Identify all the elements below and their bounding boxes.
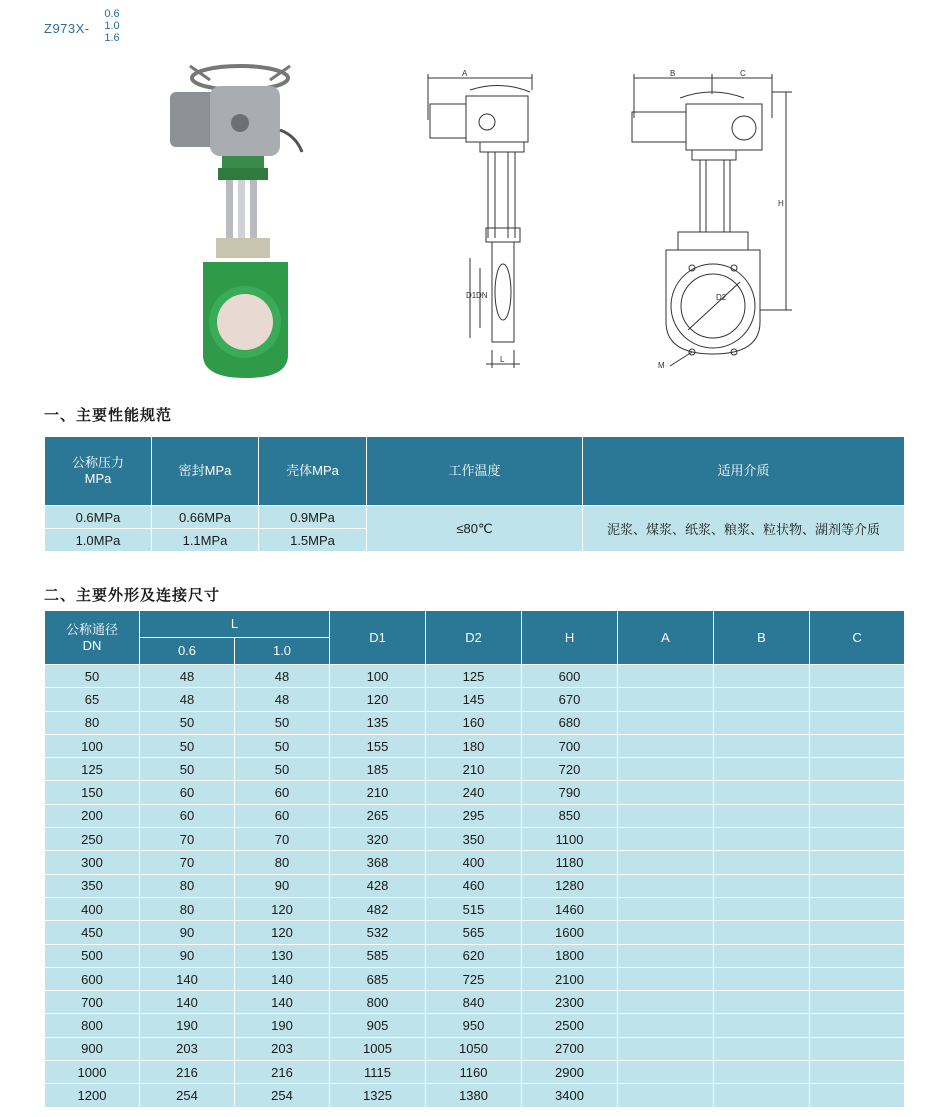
table-cell: 60	[140, 781, 235, 804]
table-cell: 1050	[426, 1037, 522, 1060]
table-row	[45, 711, 905, 734]
table-cell: 725	[426, 967, 522, 990]
table-cell: 150	[45, 781, 140, 804]
table-row	[45, 506, 905, 529]
dimensions-table-body	[45, 665, 905, 1108]
table-cell	[714, 758, 810, 781]
table-row	[45, 944, 905, 967]
table-cell	[810, 944, 905, 967]
table-cell: 700	[522, 734, 618, 757]
table-cell: 680	[522, 711, 618, 734]
front-view-labels	[658, 69, 784, 370]
table-cell: 100	[330, 665, 426, 688]
table-cell	[618, 688, 714, 711]
col-h: H	[522, 611, 618, 665]
table-cell: 65	[45, 688, 140, 711]
table-row	[45, 758, 905, 781]
table-cell: 90	[140, 921, 235, 944]
table-cell: 1460	[522, 897, 618, 920]
table-cell: 1800	[522, 944, 618, 967]
table-cell	[810, 1014, 905, 1037]
table-cell: 140	[140, 991, 235, 1014]
table-cell: 125	[45, 758, 140, 781]
table-cell	[714, 1037, 810, 1060]
front-view-drawing	[632, 74, 792, 366]
table-row	[45, 1084, 905, 1107]
table-cell: 800	[45, 1014, 140, 1037]
label-c: C	[740, 69, 746, 78]
table-cell: 482	[330, 897, 426, 920]
table-cell: 950	[426, 1014, 522, 1037]
table-cell: 905	[330, 1014, 426, 1037]
table-cell	[810, 665, 905, 688]
table-row	[45, 921, 905, 944]
table-cell: 1115	[330, 1061, 426, 1084]
section2-title: 二、主要外形及连接尺寸	[44, 586, 221, 604]
table-cell: 50	[140, 734, 235, 757]
table-cell: 720	[522, 758, 618, 781]
table-cell: 565	[426, 921, 522, 944]
table-cell	[810, 991, 905, 1014]
table-cell: 1.0MPa	[45, 529, 152, 552]
table-cell: 2700	[522, 1037, 618, 1060]
table-cell: 240	[426, 781, 522, 804]
table-cell	[618, 734, 714, 757]
table-cell	[618, 711, 714, 734]
table-cell: 145	[426, 688, 522, 711]
table-cell: 216	[140, 1061, 235, 1084]
table-cell	[810, 851, 905, 874]
col-c: C	[810, 611, 905, 665]
table-cell: 160	[426, 711, 522, 734]
col-dn: 公称通径 DN	[45, 611, 140, 665]
valve-photo	[170, 66, 302, 378]
col-working-temperature: 工作温度	[367, 437, 583, 506]
table-cell: 155	[330, 734, 426, 757]
table-cell: 190	[140, 1014, 235, 1037]
table-cell: 670	[522, 688, 618, 711]
table-cell	[714, 851, 810, 874]
table-cell: 850	[522, 804, 618, 827]
label-d2: D2	[716, 293, 727, 302]
table-cell: 0.9MPa	[259, 506, 367, 529]
table-cell: 50	[235, 758, 330, 781]
table-cell	[618, 1061, 714, 1084]
table-cell: 1.5MPa	[259, 529, 367, 552]
table-cell: 1380	[426, 1084, 522, 1107]
table-cell	[810, 1037, 905, 1060]
table-cell: 50	[140, 711, 235, 734]
table-cell: 48	[235, 665, 330, 688]
model-pressures	[99, 8, 125, 44]
table-cell: 400	[426, 851, 522, 874]
table-cell: 300	[45, 851, 140, 874]
table-row	[45, 734, 905, 757]
table-cell: 515	[426, 897, 522, 920]
table-cell: 800	[330, 991, 426, 1014]
table-cell: 125	[426, 665, 522, 688]
table-cell: 0.66MPa	[152, 506, 259, 529]
table-cell	[618, 1014, 714, 1037]
col-d1: D1	[330, 611, 426, 665]
table-cell: 685	[330, 967, 426, 990]
table-cell: 265	[330, 804, 426, 827]
table-cell: 2100	[522, 967, 618, 990]
table-cell	[810, 804, 905, 827]
table-cell: 428	[330, 874, 426, 897]
table-cell	[714, 734, 810, 757]
col-shell-pressure: 壳体MPa	[259, 437, 367, 506]
table-cell: 50	[235, 711, 330, 734]
table-cell	[618, 897, 714, 920]
col-a: A	[618, 611, 714, 665]
table-row	[45, 688, 905, 711]
model-pressure: 1.6	[104, 32, 120, 44]
table-cell	[810, 897, 905, 920]
table-cell	[714, 781, 810, 804]
table-cell	[714, 1061, 810, 1084]
table-cell: 700	[45, 991, 140, 1014]
table-cell: 600	[45, 967, 140, 990]
table-cell	[618, 828, 714, 851]
table-cell: 48	[140, 688, 235, 711]
table-cell: 70	[235, 828, 330, 851]
table-cell	[618, 944, 714, 967]
table-header-row	[45, 437, 905, 506]
table-cell: 368	[330, 851, 426, 874]
table-cell	[714, 1014, 810, 1037]
label-dn: DN	[476, 291, 488, 300]
table-cell	[618, 665, 714, 688]
table-cell	[618, 851, 714, 874]
section1-title: 一、主要性能规范	[44, 406, 173, 424]
table-cell: 585	[330, 944, 426, 967]
table-cell: 254	[140, 1084, 235, 1107]
table-cell: 120	[330, 688, 426, 711]
table-cell	[810, 734, 905, 757]
table-cell: 1280	[522, 874, 618, 897]
col-l-10: 1.0	[235, 638, 330, 665]
table-cell: 532	[330, 921, 426, 944]
table-cell: 600	[522, 665, 618, 688]
table-cell: 1600	[522, 921, 618, 944]
table-cell	[714, 921, 810, 944]
table-row	[45, 874, 905, 897]
table-cell	[618, 1037, 714, 1060]
table-cell: 1200	[45, 1084, 140, 1107]
table-cell	[618, 967, 714, 990]
table-cell: 140	[140, 967, 235, 990]
table-cell: 1100	[522, 828, 618, 851]
table-cell: 900	[45, 1037, 140, 1060]
table-cell: 203	[235, 1037, 330, 1060]
table-cell: 70	[140, 828, 235, 851]
performance-table	[44, 436, 905, 552]
table-cell: 450	[45, 921, 140, 944]
table-cell: 254	[235, 1084, 330, 1107]
table-cell: 48	[235, 688, 330, 711]
table-cell: 60	[140, 804, 235, 827]
table-row	[45, 1037, 905, 1060]
table-cell: 1180	[522, 851, 618, 874]
table-cell: 2300	[522, 991, 618, 1014]
col-d2: D2	[426, 611, 522, 665]
valve-figures	[0, 40, 945, 390]
table-cell: 620	[426, 944, 522, 967]
table-cell: 0.6MPa	[45, 506, 152, 529]
table-cell: 140	[235, 991, 330, 1014]
table-cell: 100	[45, 734, 140, 757]
table-cell	[810, 781, 905, 804]
table-cell: 130	[235, 944, 330, 967]
table-cell: 840	[426, 991, 522, 1014]
table-cell: 203	[140, 1037, 235, 1060]
table-cell: 250	[45, 828, 140, 851]
table-cell: 50	[140, 758, 235, 781]
table-cell	[714, 944, 810, 967]
col-applicable-medium: 适用介质	[583, 437, 905, 506]
label-h: H	[778, 199, 784, 208]
label-l: L	[500, 355, 505, 364]
table-cell: 1.1MPa	[152, 529, 259, 552]
table-cell: 50	[45, 665, 140, 688]
model-base: Z973X-	[44, 21, 90, 36]
table-row	[45, 828, 905, 851]
table-cell: 350	[426, 828, 522, 851]
table-cell: 210	[330, 781, 426, 804]
table-cell: 1000	[45, 1061, 140, 1084]
table-cell: 3400	[522, 1084, 618, 1107]
label-m: M	[658, 361, 665, 370]
table-cell: 80	[235, 851, 330, 874]
table-cell: 460	[426, 874, 522, 897]
model-pressure: 0.6	[104, 8, 120, 20]
model-pressure: 1.0	[104, 20, 120, 32]
table-cell	[810, 758, 905, 781]
side-view-labels	[462, 69, 505, 364]
table-cell: 90	[140, 944, 235, 967]
table-cell: 135	[330, 711, 426, 734]
table-row	[45, 897, 905, 920]
table-cell	[714, 804, 810, 827]
table-cell: 185	[330, 758, 426, 781]
table-cell	[810, 1084, 905, 1107]
table-cell: 80	[140, 897, 235, 920]
table-header-row	[45, 611, 905, 638]
table-row	[45, 967, 905, 990]
table-cell: 2900	[522, 1061, 618, 1084]
table-cell: 90	[235, 874, 330, 897]
table-cell	[618, 874, 714, 897]
table-cell: 48	[140, 665, 235, 688]
table-cell: 2500	[522, 1014, 618, 1037]
table-cell	[810, 967, 905, 990]
side-view-drawing	[428, 74, 532, 368]
col-nominal-pressure: 公称压力 MPa	[45, 437, 152, 506]
table-cell: 400	[45, 897, 140, 920]
table-cell: 320	[330, 828, 426, 851]
col-seal-pressure: 密封MPa	[152, 437, 259, 506]
table-row	[45, 665, 905, 688]
table-cell: 790	[522, 781, 618, 804]
table-row	[45, 991, 905, 1014]
table-cell	[714, 688, 810, 711]
dimensions-table	[44, 610, 905, 1108]
table-cell	[714, 897, 810, 920]
table-cell: 120	[235, 921, 330, 944]
table-cell	[810, 874, 905, 897]
table-cell	[810, 828, 905, 851]
table-cell: 70	[140, 851, 235, 874]
table-cell	[714, 1084, 810, 1107]
table-cell	[618, 781, 714, 804]
table-cell	[618, 921, 714, 944]
col-l: L	[140, 611, 330, 638]
applicable-medium-value: 泥浆、煤浆、纸浆、粮浆、粒状物、湖剂等介质	[583, 506, 905, 552]
label-a: A	[462, 69, 468, 78]
table-cell	[714, 874, 810, 897]
table-cell	[810, 711, 905, 734]
table-cell: 140	[235, 967, 330, 990]
table-cell: 350	[45, 874, 140, 897]
table-row	[45, 1061, 905, 1084]
table-cell	[810, 921, 905, 944]
table-cell: 200	[45, 804, 140, 827]
table-cell: 60	[235, 804, 330, 827]
table-cell	[714, 665, 810, 688]
table-cell: 1160	[426, 1061, 522, 1084]
table-cell	[714, 711, 810, 734]
table-cell: 80	[140, 874, 235, 897]
table-cell	[810, 1061, 905, 1084]
table-cell: 190	[235, 1014, 330, 1037]
table-cell: 60	[235, 781, 330, 804]
table-cell	[618, 991, 714, 1014]
table-cell: 1005	[330, 1037, 426, 1060]
table-row	[45, 851, 905, 874]
label-b: B	[670, 69, 676, 78]
table-cell	[714, 991, 810, 1014]
table-cell	[618, 1084, 714, 1107]
table-cell: 295	[426, 804, 522, 827]
col-l-06: 0.6	[140, 638, 235, 665]
label-d1: D1	[466, 291, 477, 300]
table-row	[45, 781, 905, 804]
table-cell	[618, 758, 714, 781]
working-temperature-value: ≤80℃	[367, 506, 583, 552]
table-cell: 50	[235, 734, 330, 757]
table-cell	[714, 828, 810, 851]
table-cell: 210	[426, 758, 522, 781]
table-cell: 80	[45, 711, 140, 734]
table-cell: 180	[426, 734, 522, 757]
table-cell	[810, 688, 905, 711]
table-cell: 1325	[330, 1084, 426, 1107]
table-row	[45, 1014, 905, 1037]
table-cell	[618, 804, 714, 827]
col-b: B	[714, 611, 810, 665]
table-cell: 216	[235, 1061, 330, 1084]
table-cell: 500	[45, 944, 140, 967]
table-cell: 120	[235, 897, 330, 920]
table-row	[45, 804, 905, 827]
table-cell	[714, 967, 810, 990]
